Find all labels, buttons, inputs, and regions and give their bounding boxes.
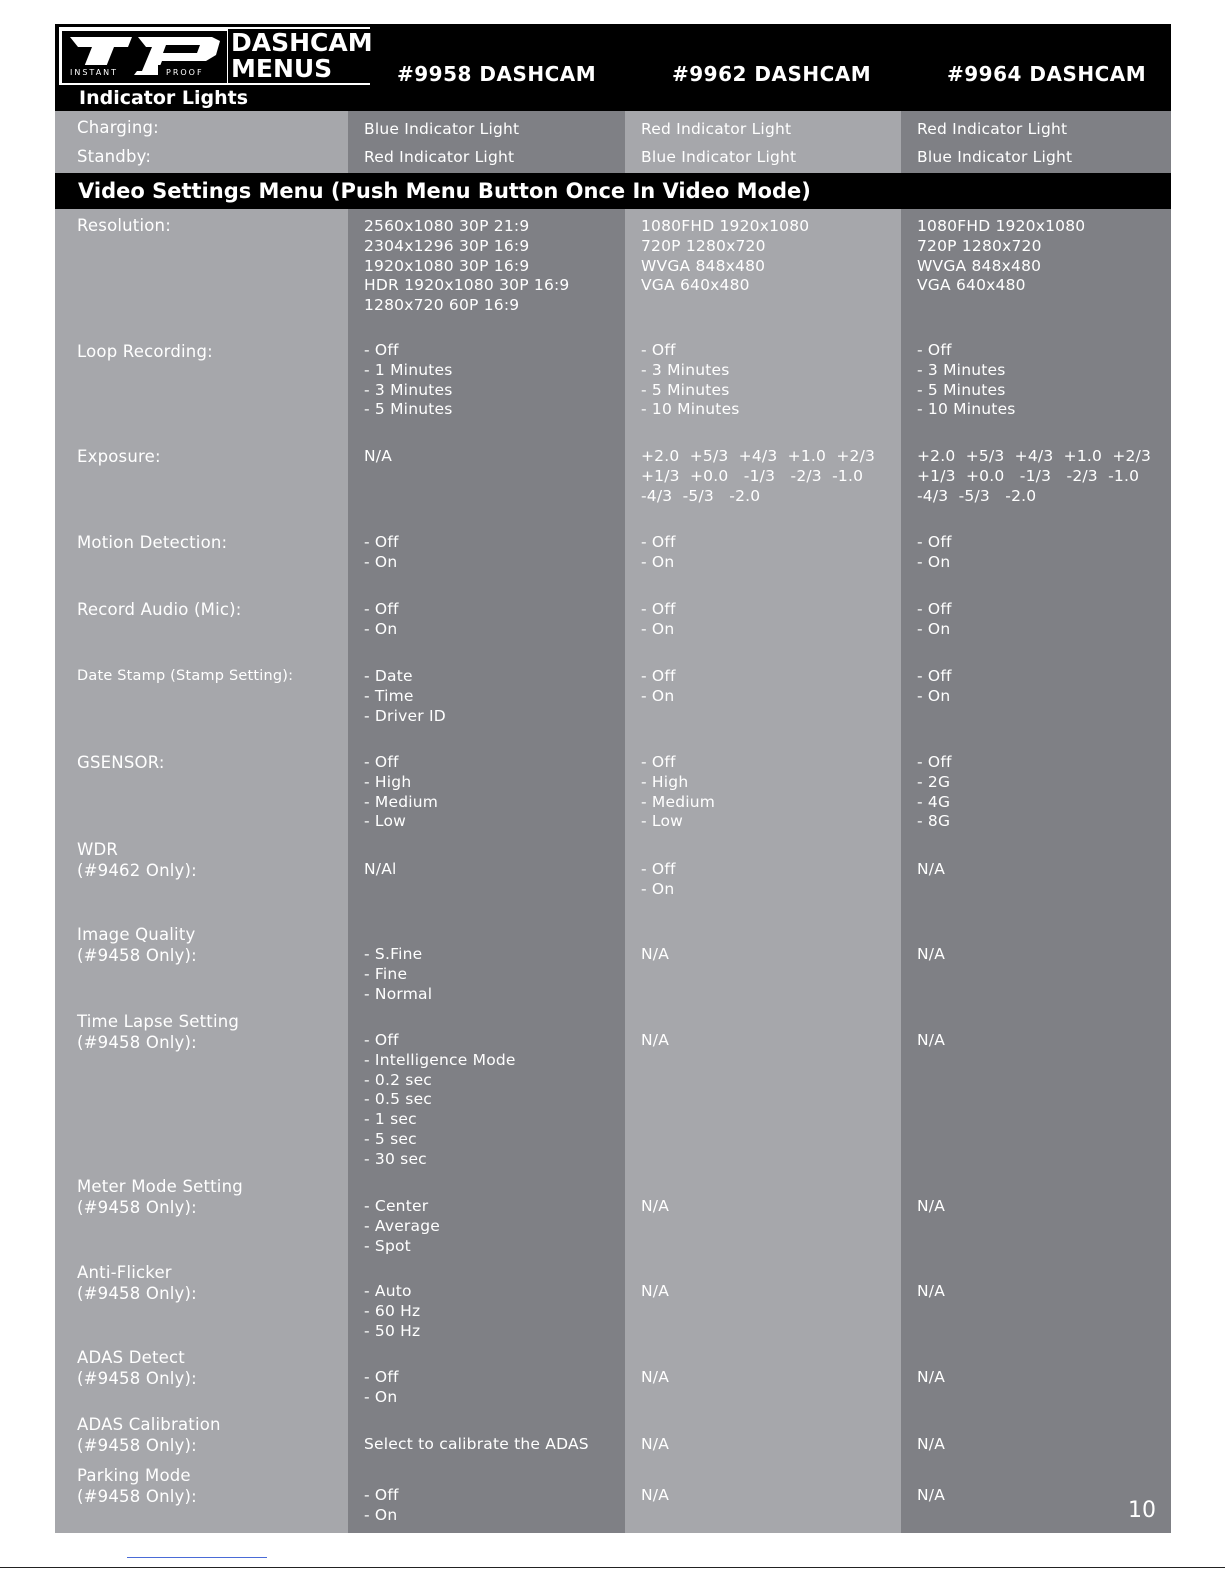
cell-adas-calibration-9958: Select to calibrate the ADAS [364, 1435, 589, 1453]
cell-image-quality-9962: N/A [641, 945, 670, 963]
row-label-charging: Charging: [77, 118, 159, 137]
cell-exposure-9964: +2.0 +5/3 +4/3 +1.0 +2/3 +1/3 +0.0 -1/3 -2/3 -1.0 -4/3 -5/3 -2.0 [917, 447, 1152, 505]
cell-charging-9962: Red Indicator Light [641, 120, 792, 138]
dashcam-menus-table [55, 24, 1171, 1533]
cell-parking-mode-9958: - Off - On [364, 1486, 399, 1524]
row-label-adas-calibration: ADAS Calibration (#9458 Only): [77, 1415, 221, 1455]
cell-exposure-9962: +2.0 +5/3 +4/3 +1.0 +2/3 +1/3 +0.0 -1/3 -2/3 -1.0 -4/3 -5/3 -2.0 [641, 447, 876, 505]
cell-record-audio-9964: - Off - On [917, 600, 952, 638]
logo-title [228, 29, 379, 83]
video-settings-section-title: Video Settings Menu (Push Menu Button Once In Video Mode) [55, 173, 1171, 209]
cell-date-stamp-9964: - Off - On [917, 667, 952, 705]
page-number: 10 [1128, 1498, 1156, 1523]
cell-adas-calibration-9962: N/A [641, 1435, 670, 1453]
cell-wdr-9964: N/A [917, 860, 946, 878]
row-label-resolution: Resolution: [77, 216, 171, 235]
cell-charging-9958: Blue Indicator Light [364, 120, 520, 138]
cell-resolution-9962: 1080FHD 1920x1080 720P 1280x720 WVGA 848x480 VGA 640x480 [641, 217, 810, 295]
footer-link-underline[interactable] [127, 1557, 267, 1558]
row-label-wdr: WDR (#9462 Only): [77, 840, 197, 880]
cell-meter-mode-9964: N/A [917, 1197, 946, 1215]
cell-gsensor-9964: - Off - 2G - 4G - 8G [917, 753, 952, 831]
row-label-loop-recording: Loop Recording: [77, 342, 213, 361]
cell-standby-9964: Blue Indicator Light [917, 148, 1073, 166]
cell-parking-mode-9962: N/A [641, 1486, 670, 1504]
logo-text-proof: PROOF [166, 68, 204, 77]
cell-anti-flicker-9962: N/A [641, 1282, 670, 1300]
cell-adas-detect-9964: N/A [917, 1368, 946, 1386]
cell-gsensor-9962: - Off - High - Medium - Low [641, 753, 716, 831]
cell-meter-mode-9958: - Center - Average - Spot [364, 1197, 440, 1255]
row-label-meter-mode: Meter Mode Setting (#9458 Only): [77, 1177, 243, 1217]
row-label-exposure: Exposure: [77, 447, 161, 466]
cell-adas-detect-9962: N/A [641, 1368, 670, 1386]
cell-time-lapse-9958: - Off - Intelligence Mode - 0.2 sec - 0.5 sec - 1 sec - 5 sec - 30 sec [364, 1031, 516, 1168]
cell-time-lapse-9962: N/A [641, 1031, 670, 1049]
cell-parking-mode-9964: N/A [917, 1486, 946, 1504]
cell-adas-calibration-9964: N/A [917, 1435, 946, 1453]
cell-image-quality-9958: - S.Fine - Fine - Normal [364, 945, 433, 1003]
logo [59, 27, 373, 85]
row-label-gsensor: GSENSOR: [77, 753, 165, 772]
logo-text-instant: INSTANT [70, 68, 119, 77]
row-label-image-quality: Image Quality (#9458 Only): [77, 925, 197, 965]
ip-logo-icon [62, 31, 227, 83]
cell-date-stamp-9962: - Off - On [641, 667, 676, 705]
cell-anti-flicker-9964: N/A [917, 1282, 946, 1300]
cell-loop-recording-9964: - Off - 3 Minutes - 5 Minutes - 10 Minutes [917, 341, 1016, 419]
row-label-motion-detection: Motion Detection: [77, 533, 228, 552]
row-label-anti-flicker: Anti-Flicker (#9458 Only): [77, 1263, 197, 1303]
cell-image-quality-9964: N/A [917, 945, 946, 963]
cell-charging-9964: Red Indicator Light [917, 120, 1068, 138]
cell-motion-detection-9962: - Off - On [641, 533, 676, 571]
cell-wdr-9958: N/Al [364, 860, 397, 878]
footer-divider [0, 1567, 1225, 1568]
cell-gsensor-9958: - Off - High - Medium - Low [364, 753, 439, 831]
row-label-parking-mode: Parking Mode (#9458 Only): [77, 1466, 197, 1506]
cell-adas-detect-9958: - Off - On [364, 1368, 399, 1406]
cell-record-audio-9962: - Off - On [641, 600, 676, 638]
cell-loop-recording-9958: - Off - 1 Minutes - 3 Minutes - 5 Minutes [364, 341, 453, 419]
logo-title-line2: MENUS [231, 54, 333, 83]
column-header-9958: #9958 DASHCAM [397, 62, 597, 86]
indicator-lights-title: Indicator Lights [67, 85, 265, 111]
row-label-record-audio: Record Audio (Mic): [77, 600, 242, 619]
row-label-time-lapse: Time Lapse Setting (#9458 Only): [77, 1012, 240, 1052]
cell-time-lapse-9964: N/A [917, 1031, 946, 1049]
cell-exposure-9958: N/A [364, 447, 393, 465]
cell-standby-9958: Red Indicator Light [364, 148, 515, 166]
cell-anti-flicker-9958: - Auto - 60 Hz - 50 Hz [364, 1282, 421, 1340]
cell-loop-recording-9962: - Off - 3 Minutes - 5 Minutes - 10 Minutes [641, 341, 740, 419]
logo-title-line1: DASHCAM [231, 28, 373, 57]
row-label-adas-detect: ADAS Detect (#9458 Only): [77, 1348, 197, 1388]
cell-resolution-9958: 2560x1080 30P 21:9 2304x1296 30P 16:9 1920x1080 30P 16:9 HDR 1920x1080 30P 16:9 1280x720 60P 16:9 [364, 217, 570, 315]
column-header-9962: #9962 DASHCAM [672, 62, 872, 86]
label-column-bg [55, 24, 348, 1533]
cell-record-audio-9958: - Off - On [364, 600, 399, 638]
cell-wdr-9962: - Off - On [641, 860, 676, 898]
cell-motion-detection-9958: - Off - On [364, 533, 399, 571]
cell-resolution-9964: 1080FHD 1920x1080 720P 1280x720 WVGA 848x480 VGA 640x480 [917, 217, 1086, 295]
cell-meter-mode-9962: N/A [641, 1197, 670, 1215]
row-label-date-stamp: Date Stamp (Stamp Setting): [77, 668, 294, 684]
row-label-standby: Standby: [77, 147, 152, 166]
column-header-9964: #9964 DASHCAM [947, 62, 1147, 86]
cell-standby-9962: Blue Indicator Light [641, 148, 797, 166]
cell-motion-detection-9964: - Off - On [917, 533, 952, 571]
table-header [55, 24, 1171, 111]
cell-date-stamp-9958: - Date - Time - Driver ID [364, 667, 446, 725]
